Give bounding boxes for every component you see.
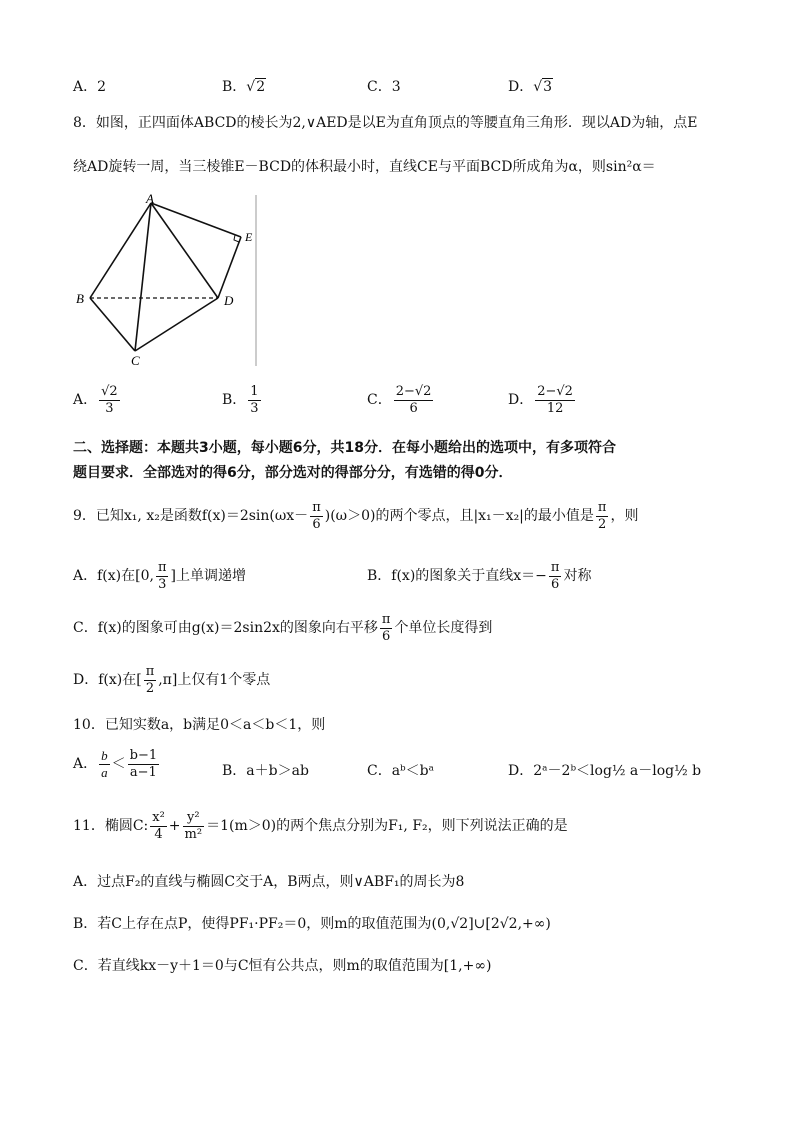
q9-stem-part3: ，则 bbox=[610, 508, 639, 525]
q9-option-a-pi: π bbox=[157, 560, 167, 575]
q9-stem-den: 6 bbox=[312, 516, 321, 532]
q9-option-a-den: 3 bbox=[158, 576, 167, 592]
q11-stem-part1: 11．椭圆C: bbox=[73, 818, 149, 835]
q10-stem: 10．已知实数a，b满足0＜a＜b＜1，则 bbox=[73, 717, 326, 733]
q9-option-d-part2: ,π]上仅有1个零点 bbox=[158, 672, 271, 689]
q10-option-d: D．2ᵃ－2ᵇ＜log½ a－log½ b bbox=[508, 763, 702, 779]
q8-option-a-label: A． bbox=[73, 392, 98, 409]
q9-option-d-pi: π bbox=[145, 664, 155, 679]
q8-option-a-den: 3 bbox=[105, 400, 114, 416]
q9-stem bbox=[73, 500, 638, 532]
q10-option-b: B．a＋b＞ab bbox=[222, 763, 309, 779]
q9-option-a-part2: ]上单调递增 bbox=[170, 568, 246, 585]
q11-four: 4 bbox=[154, 826, 163, 842]
q9-option-d bbox=[73, 664, 270, 696]
q10-option-a-den1: a bbox=[101, 764, 108, 780]
q9-option-c-den: 6 bbox=[382, 628, 391, 644]
section-2-heading-line1: 二、选择题：本题共3小题，每小题6分，共18分．在每小题给出的选项中，有多项符合 bbox=[73, 440, 616, 456]
q11-stem: 11．椭圆C: $\frac{\text{x²}}{4}$ + $\frac{\text{y²}}{\text{m²}}$ ＝1(m＞0)的两个焦点分别为F₁, F₂，则下列说法正确的是 bbox=[73, 810, 568, 842]
q9-option-a bbox=[73, 560, 246, 592]
q9-option-b-pi: π bbox=[550, 560, 560, 575]
q11-option-a: A．过点F₂的直线与椭圆C交于A，B两点，则∨ABF₁的周长为8 bbox=[73, 874, 465, 890]
q7-option-d-value: 3 bbox=[543, 79, 553, 95]
q8-option-a bbox=[73, 384, 122, 416]
q8-stem-line2: 绕AD旋转一周，当三棱锥E－BCD的体积最小时，直线CE与平面BCD所成角为α，则sin²α＝ bbox=[73, 159, 656, 175]
q7-option-d-label: D． bbox=[508, 79, 534, 95]
section-2-heading-line2: 题目要求．全部选对的得6分，部分选对的得部分分，有选错的得0分． bbox=[73, 465, 513, 481]
q8-option-b-num: 1 bbox=[250, 384, 259, 399]
figure-label-e: E bbox=[245, 230, 253, 244]
q9-option-a-part1: A．f(x)在[0, bbox=[73, 568, 154, 585]
q9-stem-part2: )(ω＞0)的两个零点，且|x₁－x₂|的最小值是 bbox=[324, 508, 594, 525]
q9-option-b-part2: 对称 bbox=[563, 568, 592, 585]
q9-option-b-den: 6 bbox=[551, 576, 560, 592]
q10-option-a-num2: b−1 bbox=[129, 748, 158, 763]
q10-option-a-den2: a−1 bbox=[129, 764, 157, 780]
q11-x2: x² bbox=[152, 810, 165, 825]
q9-option-c-part2: 个单位长度得到 bbox=[394, 620, 493, 637]
figure-label-a: A bbox=[146, 193, 154, 206]
q11-stem-part2: ＝1(m＞0)的两个焦点分别为F₁, F₂，则下列说法正确的是 bbox=[206, 818, 568, 835]
q8-option-b-label: B． bbox=[222, 392, 247, 409]
q8-option-c-num: 2−√2 bbox=[395, 384, 432, 399]
q10-option-a-label: A． bbox=[73, 756, 98, 773]
q9-option-c-pi: π bbox=[381, 612, 391, 627]
q10-option-a-num1: b bbox=[101, 748, 108, 763]
q9-stem-pi: π bbox=[312, 500, 321, 515]
q11-option-b: B．若C上存在点P，使得PF₁·PF₂＝0，则m的取值范围为(0,√2]∪[2√2,+∞) bbox=[73, 916, 551, 932]
q11-m2: m² bbox=[184, 826, 203, 842]
figure-label-d: D bbox=[224, 293, 234, 308]
q8-option-d-label: D． bbox=[508, 392, 534, 409]
q9-stem-den2: 2 bbox=[598, 516, 607, 532]
q8-option-c bbox=[367, 384, 435, 416]
q7-option-b: B．√2 bbox=[222, 79, 266, 95]
q11-option-c: C．若直线kx－y＋1＝0与C恒有公共点，则m的取值范围为[1,+∞) bbox=[73, 958, 492, 974]
figure-label-b: B bbox=[76, 291, 84, 306]
q11-y2: y² bbox=[183, 810, 205, 827]
q8-option-b bbox=[222, 384, 263, 416]
q7-option-c: C．3 bbox=[367, 79, 401, 95]
q9-stem-pi2: π bbox=[597, 500, 607, 515]
q7-option-a: A．2 bbox=[73, 79, 107, 95]
q10-option-c: C．aᵇ＜bᵃ bbox=[367, 763, 435, 779]
q8-option-c-den: 6 bbox=[409, 400, 418, 416]
q8-option-d-den: 12 bbox=[546, 400, 564, 416]
q7-option-b-label: B． bbox=[222, 79, 247, 95]
q9-option-b bbox=[367, 560, 591, 592]
q9-option-b-part1: B．f(x)的图象关于直线x＝− bbox=[367, 568, 547, 585]
q9-option-c bbox=[73, 612, 492, 644]
q9-option-c-part1: C．f(x)的图象可由g(x)＝2sin2x的图象向右平移 bbox=[73, 620, 378, 637]
q8-option-c-label: C． bbox=[367, 392, 392, 409]
q9-stem-part1: 9．已知x₁, x₂是函数f(x)＝2sin(ωx－ bbox=[73, 508, 309, 525]
q9-option-d-den: 2 bbox=[145, 680, 155, 696]
q8-option-a-num: √2 bbox=[101, 384, 118, 399]
q8-option-d-num: 2−√2 bbox=[537, 384, 573, 399]
q7-option-d: D．√3 bbox=[508, 79, 553, 95]
tetrahedron-figure bbox=[73, 193, 263, 368]
q8-option-d bbox=[508, 384, 577, 416]
q10-option-a-lt: ＜ bbox=[111, 756, 126, 773]
q10-option-a bbox=[73, 748, 161, 780]
q7-option-b-value: 2 bbox=[256, 79, 266, 95]
q9-option-d-part1: D．f(x)在[ bbox=[73, 672, 142, 689]
figure-label-c: C bbox=[131, 353, 140, 368]
q8-option-b-den: 3 bbox=[250, 400, 259, 416]
q8-stem-line1: 8．如图，正四面体ABCD的棱长为2,∨AED是以E为直角顶点的等腰直角三角形．现以AD为轴，点E bbox=[73, 115, 698, 131]
